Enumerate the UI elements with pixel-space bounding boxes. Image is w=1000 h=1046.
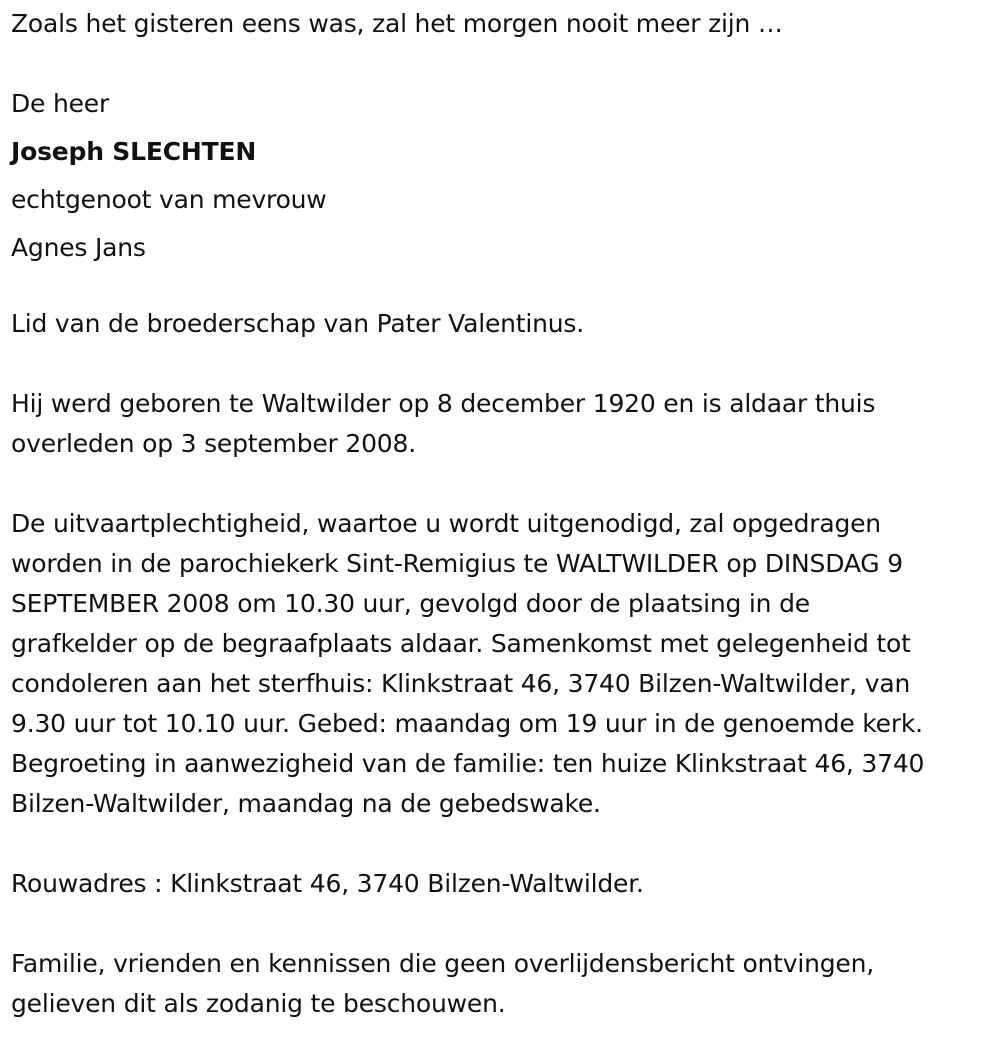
ceremony-line: Begroeting in aanwezigheid van de familie: ten huize Klinkstraat 46, 3740 (11, 749, 925, 778)
mourning-address-paragraph (11, 864, 991, 904)
membership-line: Lid van de broederschap van Pater Valentinus. (11, 309, 584, 338)
ceremony-line: 9.30 uur tot 10.10 uur. Gebed: maandag om 19 uur in de genoemde kerk. (11, 709, 923, 738)
ceremony-line: worden in de parochiekerk Sint-Remigius te WALTWILDER op DINSDAG 9 (11, 549, 903, 578)
spouse-name: Agnes Jans (11, 233, 146, 262)
closing-paragraph (11, 944, 991, 1024)
title-line: De heer (11, 89, 110, 118)
birth-death-paragraph (11, 384, 991, 464)
birth-death-line: Hij werd geboren te Waltwilder op 8 december 1920 en is aldaar thuis (11, 389, 876, 418)
ceremony-line: Bilzen-Waltwilder, maandag na de gebedswake. (11, 789, 601, 818)
ceremony-line: De uitvaartplechtigheid, waartoe u wordt uitgenodigd, zal opgedragen (11, 509, 881, 538)
closing-line: gelieven dit als zodanig te beschouwen. (11, 989, 506, 1018)
ceremony-line: SEPTEMBER 2008 om 10.30 uur, gevolgd door de plaatsing in de (11, 589, 810, 618)
birth-death-line: overleden op 3 september 2008. (11, 429, 416, 458)
spacer (11, 464, 991, 504)
spacer (11, 904, 991, 944)
relation-line: echtgenoot van mevrouw (11, 185, 327, 214)
spacer (11, 824, 991, 864)
deceased-name: Joseph SLECHTEN (11, 137, 257, 166)
ceremony-line: grafkelder op de begraafplaats aldaar. Samenkomst met gelegenheid tot (11, 629, 911, 658)
spacer (11, 48, 991, 80)
membership-paragraph (11, 304, 991, 344)
closing-line: Familie, vrienden en kennissen die geen overlijdensbericht ontvingen, (11, 949, 875, 978)
ceremony-line: condoleren aan het sterfhuis: Klinkstraat 46, 3740 Bilzen-Waltwilder, van (11, 669, 911, 698)
death-notice (11, 0, 991, 1024)
mourning-address-line: Rouwadres : Klinkstraat 46, 3740 Bilzen-Waltwilder. (11, 869, 644, 898)
spacer (11, 272, 991, 304)
ceremony-paragraph (11, 504, 991, 824)
spacer (11, 344, 991, 384)
motto-line: Zoals het gisteren eens was, zal het morgen nooit meer zijn … (11, 9, 783, 38)
